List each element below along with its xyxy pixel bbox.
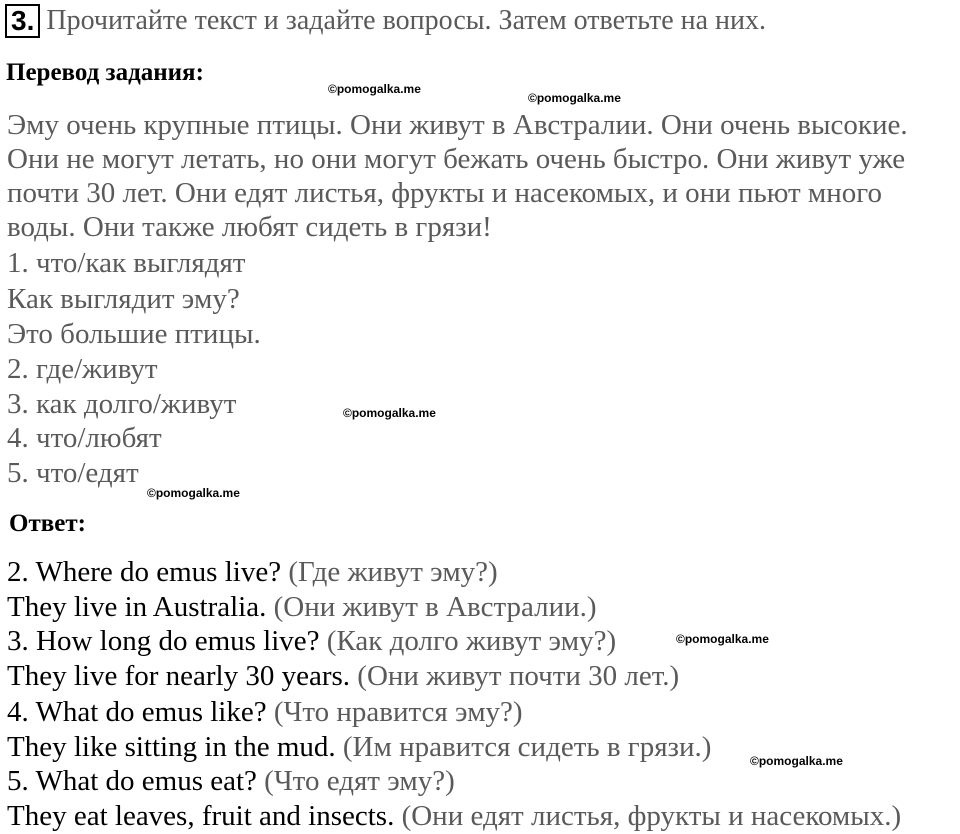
answer-ru: (Им нравится сидеть в грязи.) [342, 731, 712, 763]
answer-ru: (Как долго живут эму?) [326, 625, 617, 657]
paragraph-line-2: Они не могут летать, но они могут бежать очень быстро. Они живут уже [7, 143, 906, 175]
answer-line [7, 624, 616, 658]
task-instruction: Прочитайте текст и задайте вопросы. Затем ответьте на них. [46, 5, 767, 36]
answer-ru: (Где живут эму?) [288, 556, 498, 588]
answer-line [7, 799, 901, 833]
translation-item: 2. где/живут [7, 353, 158, 385]
translation-item: Это большие птицы. [7, 318, 261, 350]
watermark: ©pomogalka.me [676, 632, 769, 646]
paragraph-line-4: воды. Они также любят сидеть в грязи! [7, 211, 492, 243]
translation-heading: Перевод задания: [6, 59, 204, 86]
answer-en: 2. Where do emus live? [7, 556, 282, 588]
answer-line [7, 659, 679, 693]
watermark: ©pomogalka.me [343, 406, 436, 420]
watermark: ©pomogalka.me [147, 486, 240, 500]
answer-line [7, 590, 597, 624]
answer-ru: (Они живут в Австралии.) [273, 591, 597, 623]
translation-item: 3. как долго/живут [7, 388, 237, 420]
paragraph-line-3: почти 30 лет. Они едят листья, фрукты и насекомых, и они пьют много [7, 177, 882, 209]
answer-en: 4. What do emus like? [7, 696, 267, 728]
answer-ru: (Они живут почти 30 лет.) [357, 660, 680, 692]
answer-ru: (Что едят эму?) [264, 765, 455, 797]
answer-line [7, 695, 523, 729]
translation-item: 1. что/как выглядят [7, 247, 246, 279]
answer-heading: Ответ: [9, 510, 86, 537]
answer-en: They like sitting in the mud. [7, 731, 336, 763]
answer-en: They live for nearly 30 years. [7, 660, 351, 692]
answer-line [7, 730, 711, 764]
paragraph-line-1: Эму очень крупные птицы. Они живут в Австралии. Они очень высокие. [7, 109, 908, 141]
answer-ru: (Они едят листья, фрукты и насекомых.) [401, 800, 902, 832]
answer-line [7, 764, 455, 798]
task-header [5, 4, 766, 38]
answer-line [7, 555, 498, 589]
answer-en: They live in Australia. [7, 591, 267, 623]
translation-item: 4. что/любят [7, 422, 162, 454]
task-number: 3. [5, 4, 40, 38]
translation-item: Как выглядит эму? [7, 283, 240, 315]
answer-ru: (Что нравится эму?) [273, 696, 523, 728]
answer-en: They eat leaves, fruit and insects. [7, 800, 395, 832]
watermark: ©pomogalka.me [750, 754, 843, 768]
translation-item: 5. что/едят [7, 457, 139, 489]
watermark: ©pomogalka.me [328, 82, 421, 96]
answer-en: 5. What do emus eat? [7, 765, 257, 797]
answer-en: 3. How long do emus live? [7, 625, 320, 657]
watermark: ©pomogalka.me [528, 91, 621, 105]
